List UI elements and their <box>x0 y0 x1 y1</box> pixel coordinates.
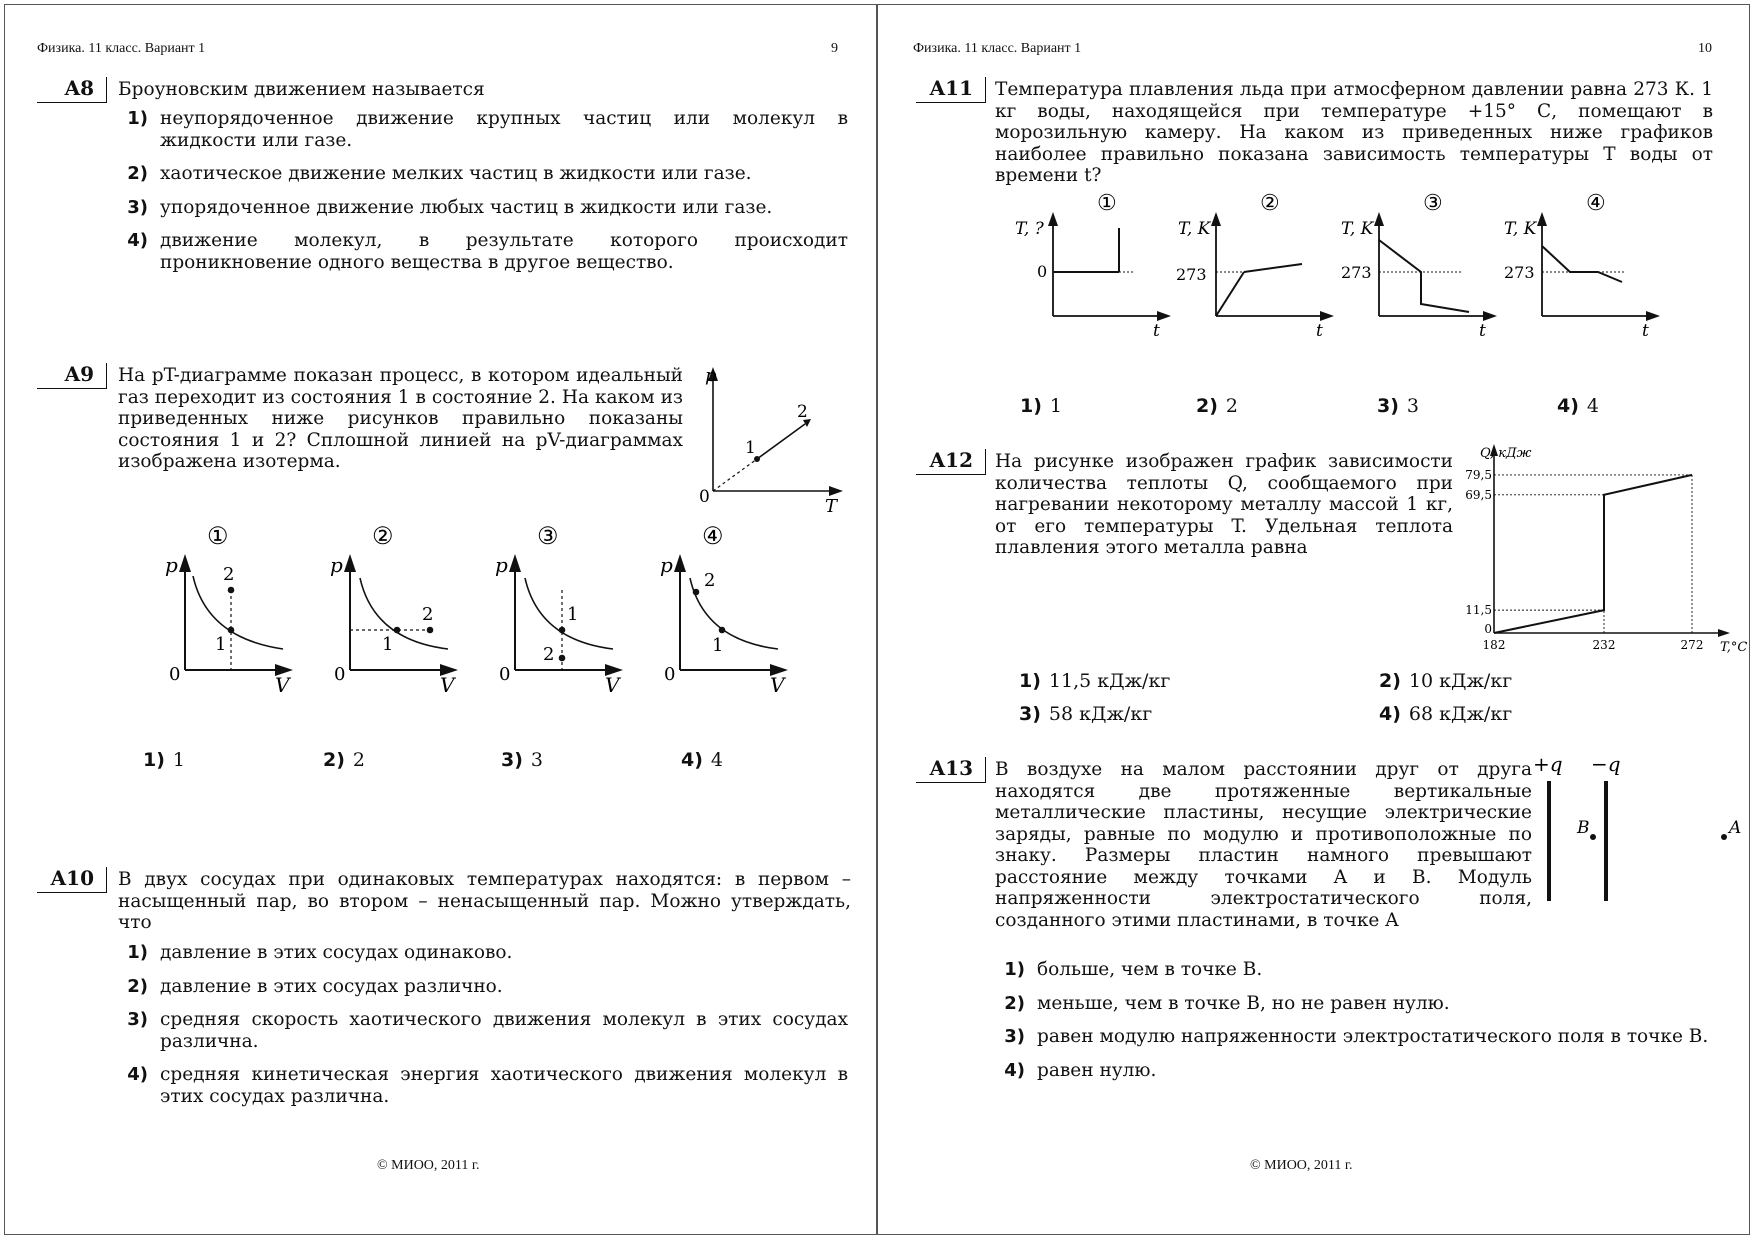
a9-pt-diagram <box>685 367 845 517</box>
svg-text:T: T <box>825 496 838 517</box>
svg-text:④: ④ <box>702 522 724 550</box>
left-page <box>4 4 877 1235</box>
a13-plates-figure <box>1533 753 1748 913</box>
a13-option-3[interactable]: 3) равен модулю напряженности электростатического поля в точке B. <box>1004 1026 1709 1047</box>
svg-text:0: 0 <box>699 487 710 507</box>
a9-graph-1[interactable] <box>155 520 295 695</box>
svg-text:273: 273 <box>1176 265 1207 284</box>
a9-answer-3[interactable]: 3) 3 <box>501 749 543 771</box>
a13-options <box>995 959 1713 1093</box>
q-series-line <box>1494 475 1692 633</box>
a9-answer-2[interactable]: 2) 2 <box>323 749 365 771</box>
a12-chart <box>1458 445 1748 665</box>
svg-text:−q: −q <box>1591 752 1621 776</box>
a11-question: Температура плавления льда при атмосферном давлении равна 273 К. 1 кг воды, находящейся при температуре +15° С, помещают в морозильную камеру. На каком из приведенных ниже графиков наиболее правильно показана зависимость температуры T воды от времени t? <box>995 79 1713 186</box>
svg-text:273: 273 <box>1504 263 1535 282</box>
a12-answer-3[interactable]: 3) 58 кДж/кг <box>1019 703 1153 725</box>
y-tick-label: 69,5 <box>1465 487 1492 502</box>
svg-text:t: t <box>1479 321 1486 341</box>
svg-text:0: 0 <box>1037 262 1048 281</box>
page-footer: © МИОО, 2011 г. <box>1250 1158 1353 1173</box>
svg-text:p: p <box>330 553 343 577</box>
a12-question: На рисунке изображен график зависимости количества теплоты Q, сообщаемого при нагревании некоторому металлу массой 1 кг, от его температуры T. Удельная теплота плавления этого металла равна <box>995 451 1453 558</box>
a8-option-2[interactable]: 2) хаотическое движение мелких частиц в жидкости или газе. <box>127 163 752 184</box>
svg-text:V: V <box>440 673 455 697</box>
svg-text:+q: +q <box>1533 752 1563 776</box>
a10-option-4[interactable]: 4) средняя кинетическая энергия хаотического движения молекул в этих сосудах различна. <box>127 1064 848 1107</box>
svg-text:T, K: T, K <box>1178 219 1211 239</box>
svg-text:p: p <box>495 553 508 577</box>
question-label-a11: A11 <box>916 77 986 103</box>
svg-text:2: 2 <box>223 564 235 585</box>
page-header: Физика. 11 класс. Вариант 1 <box>913 41 1082 56</box>
y-tick-label: 11,5 <box>1465 603 1492 618</box>
x-tick-label: 182 <box>1482 638 1506 652</box>
right-page <box>877 4 1750 1235</box>
a9-question: На pT-диаграмме показан процесс, в котором идеальный газ переходит из состояния 1 в состояние 2. На каком из приведенных ниже рисунков правильно показаны состояния 1 и 2? Сплошной линией на pV-диаграммах изображена изотерма. <box>118 365 683 472</box>
page-number: 10 <box>1698 41 1712 56</box>
a11-answer-2[interactable]: 2) 2 <box>1196 395 1238 417</box>
svg-text:V: V <box>770 673 785 697</box>
svg-text:③: ③ <box>1423 191 1443 216</box>
svg-text:0: 0 <box>334 664 346 685</box>
a13-question: В воздухе на малом расстоянии друг от друга находятся две протяженные вертикальные металлические пластины, несущие электрические заряды, равные по модулю и противоположные по знаку. Размеры пластин намного превышают расстояние между точками A и B. Модуль напряженности электростатического поля, созданного этими пластинами, в точке A <box>995 759 1532 931</box>
a13-option-2[interactable]: 2) меньше, чем в точке B, но не равен нулю. <box>1004 992 1450 1014</box>
y-axis-label: Q, кДж <box>1480 446 1532 461</box>
a10-option-3[interactable]: 3) средняя скорость хаотического движения молекул в этих сосудах различна. <box>127 1009 848 1052</box>
svg-text:1: 1 <box>382 634 394 655</box>
a8-question: Броуновским движением называется <box>118 79 485 100</box>
svg-text:1: 1 <box>712 635 724 656</box>
svg-text:2: 2 <box>797 402 808 422</box>
svg-text:273: 273 <box>1341 263 1372 282</box>
a8-options <box>118 108 848 285</box>
a9-graph-3[interactable] <box>485 520 625 695</box>
a8-option-3[interactable]: 3) упорядоченное движение любых частиц в жидкости или газе. <box>127 196 773 218</box>
x-axis-label: T,°C <box>1720 640 1748 655</box>
svg-text:0: 0 <box>169 664 181 685</box>
a8-option-4[interactable]: 4) движение молекул, в результате которого происходит проникновение одного вещества в другое вещество. <box>127 230 848 273</box>
page-header: Физика. 11 класс. Вариант 1 <box>37 41 206 56</box>
a11-graph-1[interactable] <box>1013 188 1173 341</box>
svg-text:①: ① <box>1097 191 1117 216</box>
question-label-a12: A12 <box>916 449 986 475</box>
page-number: 9 <box>831 41 838 56</box>
a12-guides <box>1494 475 1692 633</box>
svg-text:T, K: T, K <box>1341 219 1374 239</box>
a9-graph-4[interactable] <box>650 520 790 695</box>
question-label-a13: A13 <box>916 757 986 783</box>
a11-answer-4[interactable]: 4) 4 <box>1557 395 1599 417</box>
svg-text:0: 0 <box>499 664 511 685</box>
a13-option-1[interactable]: 1) больше, чем в точке B. <box>1004 959 1263 980</box>
svg-text:②: ② <box>1260 191 1280 216</box>
a10-question: В двух сосудах при одинаковых температурах находятся: в первом – насыщенный пар, во втором – ненасыщенный пар. Можно утверждать, что <box>118 869 851 933</box>
a9-graph-2[interactable] <box>320 520 460 695</box>
a11-graph-4[interactable] <box>1502 188 1662 341</box>
svg-text:T, K: T, K <box>1504 219 1537 239</box>
svg-text:t: t <box>1153 321 1160 341</box>
a8-option-1[interactable]: 1) неупорядоченное движение крупных частиц или молекул в жидкости или газе. <box>127 108 848 151</box>
svg-text:B: B <box>1577 818 1590 838</box>
svg-text:②: ② <box>372 522 394 550</box>
svg-text:2: 2 <box>422 604 434 625</box>
svg-text:t: t <box>1316 321 1323 341</box>
svg-text:A: A <box>1729 818 1742 838</box>
a11-graph-3[interactable] <box>1339 188 1499 341</box>
a12-axes <box>1490 444 1730 637</box>
a12-series <box>1494 475 1692 633</box>
svg-text:1: 1 <box>215 634 227 655</box>
svg-text:0: 0 <box>664 664 676 685</box>
x-axis-arrow <box>1718 629 1730 637</box>
svg-text:p: p <box>705 365 717 386</box>
svg-text:④: ④ <box>1586 191 1606 216</box>
a12-answer-2[interactable]: 2) 10 кДж/кг <box>1379 670 1513 692</box>
svg-text:1: 1 <box>567 604 579 625</box>
question-label-a8: A8 <box>37 77 107 103</box>
question-label-a10: A10 <box>37 867 107 893</box>
x-tick-label: 232 <box>1592 638 1616 652</box>
a10-option-2[interactable]: 2) давление в этих сосудах различно. <box>127 975 503 997</box>
a9-answer-1[interactable]: 1) 1 <box>143 749 185 771</box>
page-footer: © МИОО, 2011 г. <box>377 1158 480 1173</box>
a12-answer-1[interactable]: 1) 11,5 кДж/кг <box>1019 670 1171 692</box>
a11-answer-3[interactable]: 3) 3 <box>1377 395 1419 417</box>
svg-text:V: V <box>275 673 290 697</box>
svg-text:③: ③ <box>537 522 559 550</box>
svg-text:V: V <box>605 673 620 697</box>
svg-text:t: t <box>1642 321 1649 341</box>
a11-graph-2[interactable] <box>1176 188 1336 341</box>
svg-text:1: 1 <box>745 438 756 458</box>
a10-option-1[interactable]: 1) давление в этих сосудах одинаково. <box>127 942 513 963</box>
a11-answer-1[interactable]: 1) 1 <box>1020 395 1062 417</box>
question-label-a9: A9 <box>37 363 107 389</box>
a12-answer-4[interactable]: 4) 68 кДж/кг <box>1379 703 1513 725</box>
a13-option-4[interactable]: 4) равен нулю. <box>1004 1059 1157 1081</box>
svg-text:①: ① <box>207 522 229 550</box>
y-tick-label: 0 <box>1484 622 1492 636</box>
svg-text:p: p <box>165 553 178 577</box>
svg-text:2: 2 <box>543 644 555 665</box>
svg-text:p: p <box>660 553 673 577</box>
x-tick-label: 272 <box>1680 638 1704 652</box>
a12-tick-labels <box>1465 446 1747 655</box>
svg-text:T, ?: T, ? <box>1015 219 1044 239</box>
svg-text:2: 2 <box>704 570 716 591</box>
a10-options <box>118 942 848 1119</box>
a9-answer-4[interactable]: 4) 4 <box>681 749 723 771</box>
y-tick-label: 79,5 <box>1465 467 1492 482</box>
